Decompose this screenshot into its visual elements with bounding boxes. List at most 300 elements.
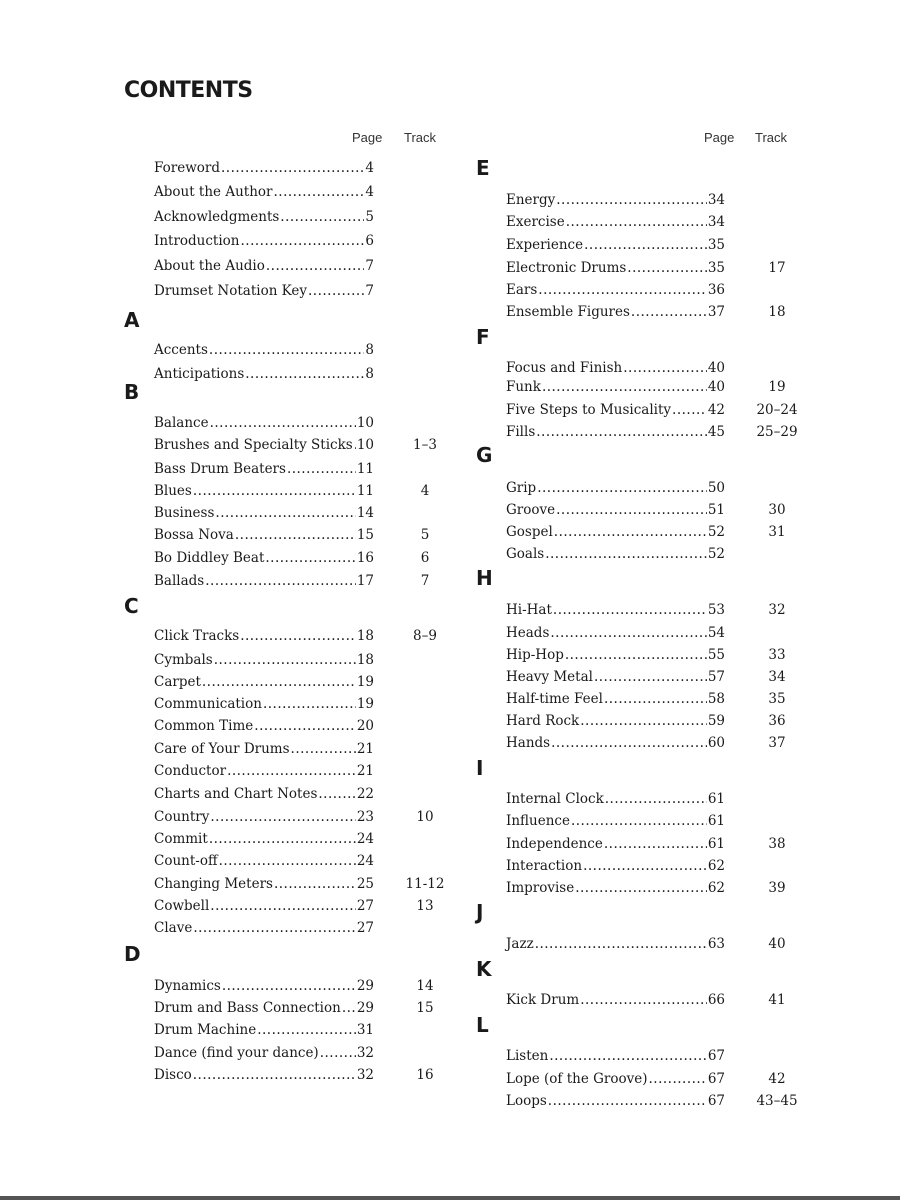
toc-entry-track: 43–45: [756, 1093, 798, 1109]
toc-entry[interactable]: [506, 500, 725, 520]
toc-entry-page: 34: [707, 214, 725, 230]
toc-entry-title: Common Time: [154, 718, 254, 734]
toc-entry-page: 60: [707, 735, 725, 751]
toc-entry[interactable]: [154, 503, 374, 523]
dot-leader: [257, 1020, 356, 1040]
toc-entry-page: 35: [707, 260, 725, 276]
toc-entry-title: About the Author: [154, 184, 273, 200]
toc-entry[interactable]: [154, 413, 374, 433]
toc-entry[interactable]: [154, 829, 374, 849]
toc-entry-page: 11: [356, 483, 374, 499]
toc-entry-track: 5: [420, 527, 430, 543]
dot-leader: [566, 212, 707, 232]
toc-entry-title: Goals: [506, 546, 545, 562]
toc-entry-page: 27: [356, 920, 374, 936]
toc-entry-title: Brushes and Specialty Sticks: [154, 437, 353, 453]
toc-entry-page: 4: [365, 184, 374, 200]
toc-entry-track: 8–9: [413, 628, 437, 644]
section-letter-l: L: [476, 1013, 489, 1037]
toc-entry-title: Care of Your Drums: [154, 741, 290, 757]
toc-entry-title: Count-off: [154, 853, 218, 869]
toc-entry-page: 19: [356, 674, 374, 690]
toc-entry[interactable]: [506, 878, 725, 898]
toc-entry-page: 20: [356, 718, 374, 734]
dot-leader: [215, 503, 355, 523]
toc-entry[interactable]: [154, 1043, 374, 1063]
toc-entry[interactable]: [154, 231, 374, 251]
toc-entry[interactable]: [154, 158, 374, 178]
toc-entry[interactable]: [154, 626, 374, 646]
toc-entry[interactable]: [154, 807, 374, 827]
section-letter-c: C: [124, 594, 139, 618]
toc-entry[interactable]: [154, 694, 374, 714]
toc-entry-page: 37: [707, 304, 725, 320]
toc-entry-title: Disco: [154, 1067, 192, 1083]
dot-leader: [241, 231, 365, 251]
dot-leader: [219, 851, 356, 871]
dot-leader: [308, 281, 364, 301]
toc-entry-title: About the Audio: [154, 258, 265, 274]
toc-entry-title: Internal Clock: [506, 791, 604, 807]
dot-leader: [554, 522, 707, 542]
section-letter-k: K: [476, 957, 492, 981]
toc-entry-page: 53: [707, 602, 725, 618]
toc-entry-page: 8: [365, 342, 374, 358]
toc-entry-title: Click Tracks: [154, 628, 240, 644]
section-letter-e: E: [476, 156, 490, 180]
toc-entry[interactable]: [154, 896, 374, 916]
toc-entry-page: 16: [356, 550, 374, 566]
toc-entry[interactable]: [154, 976, 374, 996]
toc-entry-page: 67: [707, 1071, 725, 1087]
section-letter-b: B: [124, 380, 140, 404]
toc-entry-title: Dance (find your dance): [154, 1045, 319, 1061]
section-letter-a: A: [124, 308, 140, 332]
toc-entry-track: 33: [768, 647, 786, 663]
toc-entry-title: Dynamics: [154, 978, 221, 994]
section-letter-g: G: [476, 443, 493, 467]
toc-entry[interactable]: [506, 400, 725, 420]
section-letter-j: J: [476, 900, 484, 924]
toc-entry-title: Experience: [506, 237, 584, 253]
toc-entry[interactable]: [506, 789, 725, 809]
dot-leader: [535, 934, 707, 954]
dot-leader: [580, 711, 707, 731]
toc-entry[interactable]: [506, 478, 725, 498]
toc-entry-title: Gospel: [506, 524, 553, 540]
toc-entry-title: Kick Drum: [506, 992, 580, 1008]
dot-leader: [265, 548, 355, 568]
page-bottom-border: [0, 1196, 900, 1200]
toc-entry-page: 52: [707, 524, 725, 540]
dot-leader: [287, 459, 356, 479]
dot-leader: [291, 739, 356, 759]
toc-entry-page: 35: [707, 237, 725, 253]
toc-entry[interactable]: [506, 990, 725, 1010]
toc-entry-title: Changing Meters: [154, 876, 273, 892]
toc-entry-page: 19: [356, 696, 374, 712]
section-letter-f: F: [476, 325, 490, 349]
dot-leader: [245, 364, 364, 384]
toc-entry[interactable]: [154, 761, 374, 781]
toc-entry-title: Drum and Bass Connection: [154, 1000, 341, 1016]
toc-entry-title: Bass Drum Beaters: [154, 461, 286, 477]
toc-entry[interactable]: [154, 459, 374, 479]
toc-entry[interactable]: [154, 851, 374, 871]
toc-entry-page: 24: [356, 853, 374, 869]
dot-leader: [280, 207, 364, 227]
toc-entry-title: Electronic Drums: [506, 260, 627, 276]
dot-leader: [672, 400, 707, 420]
toc-entry-page: 59: [707, 713, 725, 729]
toc-entry-title: Energy: [506, 192, 556, 208]
toc-entry-title: Blues: [154, 483, 192, 499]
toc-entry-page: 5: [365, 209, 374, 225]
dot-leader: [584, 235, 707, 255]
toc-entry-title: Clave: [154, 920, 193, 936]
dot-leader: [594, 667, 707, 687]
dot-leader: [205, 571, 356, 591]
toc-entry[interactable]: [154, 256, 374, 276]
toc-entry-page: 51: [707, 502, 725, 518]
dot-leader: [342, 998, 356, 1018]
toc-entry[interactable]: [506, 544, 725, 564]
toc-entry-page: 22: [356, 786, 374, 802]
toc-entry[interactable]: [154, 481, 374, 501]
dot-leader: [209, 340, 364, 360]
toc-entry[interactable]: [506, 258, 725, 278]
toc-entry-track: 39: [768, 880, 786, 896]
toc-entry-page: 21: [356, 741, 374, 757]
dot-leader: [571, 811, 707, 831]
section-letter-h: H: [476, 566, 493, 590]
toc-entry[interactable]: [154, 874, 374, 894]
toc-entry-page: 61: [707, 791, 725, 807]
toc-entry-track: 14: [416, 978, 434, 994]
toc-entry-track: 41: [768, 992, 786, 1008]
toc-entry[interactable]: [154, 650, 374, 670]
toc-entry[interactable]: [506, 1091, 725, 1111]
toc-entry[interactable]: [154, 1020, 374, 1040]
dot-leader: [551, 733, 707, 753]
toc-entry-page: 36: [707, 282, 725, 298]
toc-entry-page: 24: [356, 831, 374, 847]
toc-entry[interactable]: [154, 182, 374, 202]
toc-entry-page: 34: [707, 192, 725, 208]
toc-entry-track: 17: [768, 260, 786, 276]
dot-leader: [193, 481, 356, 501]
toc-entry-page: 29: [356, 1000, 374, 1016]
toc-entry-title: Cowbell: [154, 898, 210, 914]
dot-leader: [583, 856, 707, 876]
toc-entry-track: 32: [768, 602, 786, 618]
dot-leader: [210, 807, 355, 827]
dot-leader: [556, 500, 707, 520]
toc-entry-title: Heads: [506, 625, 550, 641]
left-page-header: Page: [352, 130, 383, 145]
toc-entry[interactable]: [506, 733, 725, 753]
toc-entry[interactable]: [154, 435, 374, 455]
toc-entry-title: Groove: [506, 502, 556, 518]
toc-entry-track: 19: [768, 379, 786, 395]
toc-entry[interactable]: [506, 645, 725, 665]
toc-entry-page: 67: [707, 1093, 725, 1109]
dot-leader: [549, 1046, 706, 1066]
toc-entry-page: 32: [356, 1045, 374, 1061]
toc-entry-page: 63: [707, 936, 725, 952]
toc-entry-track: 34: [768, 669, 786, 685]
toc-entry[interactable]: [506, 235, 725, 255]
toc-entry-track: 18: [768, 304, 786, 320]
toc-entry-title: Interaction: [506, 858, 583, 874]
toc-entry-page: 23: [356, 809, 374, 825]
toc-entry[interactable]: [154, 548, 374, 568]
toc-entry-title: Foreword: [154, 160, 220, 176]
dot-leader: [266, 256, 365, 276]
toc-entry-title: Exercise: [506, 214, 565, 230]
dot-leader: [553, 600, 707, 620]
toc-entry-title: Carpet: [154, 674, 201, 690]
toc-entry-track: 31: [768, 524, 786, 540]
toc-entry-page: 14: [356, 505, 374, 521]
toc-entry[interactable]: [506, 667, 725, 687]
toc-entry-title: Business: [154, 505, 215, 521]
dot-leader: [263, 694, 356, 714]
toc-entry[interactable]: [154, 739, 374, 759]
dot-leader: [214, 650, 356, 670]
toc-entry-title: Introduction: [154, 233, 240, 249]
toc-entry-page: 40: [707, 379, 725, 395]
toc-entry-title: Loops: [506, 1093, 547, 1109]
toc-entry-title: Anticipations: [154, 366, 245, 382]
toc-entry[interactable]: [506, 856, 725, 876]
toc-entry-page: 66: [707, 992, 725, 1008]
toc-entry-track: 42: [768, 1071, 786, 1087]
toc-entry-track: 16: [416, 1067, 434, 1083]
toc-entry-page: 18: [356, 628, 374, 644]
toc-entry-track: 4: [420, 483, 430, 499]
dot-leader: [538, 280, 707, 300]
toc-entry[interactable]: [154, 784, 374, 804]
toc-entry[interactable]: [506, 811, 725, 831]
toc-entry-title: Lope (of the Groove): [506, 1071, 648, 1087]
toc-entry-track: 6: [420, 550, 430, 566]
toc-entry[interactable]: [154, 716, 374, 736]
toc-entry-title: Hard Rock: [506, 713, 580, 729]
toc-entry-title: Ballads: [154, 573, 205, 589]
toc-entry-title: Balance: [154, 415, 209, 431]
toc-entry[interactable]: [506, 834, 725, 854]
toc-entry-track: 25–29: [756, 424, 798, 440]
dot-leader: [605, 789, 707, 809]
toc-entry-title: Bo Diddley Beat: [154, 550, 265, 566]
toc-entry-track: 1–3: [413, 437, 437, 453]
toc-entry-track: 40: [768, 936, 786, 952]
dot-leader: [537, 478, 707, 498]
toc-entry-track: 15: [416, 1000, 434, 1016]
dot-leader: [254, 716, 356, 736]
toc-entry-track: 10: [416, 809, 434, 825]
toc-entry-page: 25: [356, 876, 374, 892]
dot-leader: [235, 525, 356, 545]
toc-entry-track: 11-12: [405, 876, 445, 892]
dot-leader: [273, 182, 364, 202]
toc-entry[interactable]: [154, 672, 374, 692]
toc-entry-title: Funk: [506, 379, 541, 395]
toc-entry-page: 21: [356, 763, 374, 779]
toc-entry[interactable]: [154, 525, 374, 545]
toc-entry-track: 7: [420, 573, 430, 589]
toc-entry-page: 29: [356, 978, 374, 994]
dot-leader: [354, 435, 356, 455]
toc-entry-title: Grip: [506, 480, 537, 496]
toc-entry[interactable]: [506, 190, 725, 210]
toc-entry-title: Country: [154, 809, 210, 825]
toc-entry-page: 50: [707, 480, 725, 496]
toc-entry[interactable]: [506, 623, 725, 643]
toc-entry-page: 58: [707, 691, 725, 707]
toc-entry[interactable]: [154, 340, 374, 360]
toc-entry-page: 4: [365, 160, 374, 176]
toc-entry[interactable]: [154, 571, 374, 591]
left-track-header: Track: [404, 130, 437, 145]
toc-entry-page: 7: [365, 258, 374, 274]
dot-leader: [627, 258, 707, 278]
dot-leader: [604, 834, 707, 854]
dot-leader: [580, 990, 707, 1010]
toc-entry-title: Fills: [506, 424, 536, 440]
toc-entry-title: Charts and Chart Notes: [154, 786, 318, 802]
toc-entry-track: 38: [768, 836, 786, 852]
toc-entry-title: Ears: [506, 282, 538, 298]
toc-entry-page: 10: [356, 415, 374, 431]
toc-entry[interactable]: [154, 998, 374, 1018]
toc-entry-title: Ensemble Figures: [506, 304, 630, 320]
toc-entry-title: Drum Machine: [154, 1022, 257, 1038]
right-track-header: Track: [755, 130, 788, 145]
toc-entry-title: Independence: [506, 836, 603, 852]
toc-entry-page: 45: [707, 424, 725, 440]
dot-leader: [193, 1065, 356, 1085]
toc-entry-title: Influence: [506, 813, 570, 829]
toc-entry-page: 10: [356, 437, 374, 453]
toc-entry[interactable]: [154, 364, 374, 384]
dot-leader: [545, 544, 707, 564]
toc-entry[interactable]: [506, 422, 725, 442]
toc-entry-title: Bossa Nova: [154, 527, 234, 543]
toc-entry-page: 62: [707, 880, 725, 896]
toc-entry-track: 30: [768, 502, 786, 518]
toc-entry-title: Focus and Finish: [506, 360, 623, 376]
dot-leader: [320, 1043, 356, 1063]
dot-leader: [575, 878, 707, 898]
toc-entry[interactable]: [506, 377, 725, 397]
toc-entry[interactable]: [506, 212, 725, 232]
toc-entry-track: 13: [416, 898, 434, 914]
toc-entry[interactable]: [506, 1046, 725, 1066]
right-page-header: Page: [704, 130, 735, 145]
toc-entry-track: 36: [768, 713, 786, 729]
dot-leader: [240, 626, 356, 646]
toc-entry-title: Conductor: [154, 763, 227, 779]
toc-entry-page: 67: [707, 1048, 725, 1064]
dot-leader: [550, 623, 706, 643]
dot-leader: [274, 874, 356, 894]
toc-entry-title: Communication: [154, 696, 262, 712]
section-letter-d: D: [124, 942, 141, 966]
toc-entry[interactable]: [506, 358, 725, 378]
toc-entry-page: 6: [365, 233, 374, 249]
toc-entry-title: Accents: [154, 342, 208, 358]
toc-entry-title: Hip-Hop: [506, 647, 564, 663]
dot-leader: [221, 158, 364, 178]
toc-entry-page: 17: [356, 573, 374, 589]
toc-entry[interactable]: [506, 302, 725, 322]
toc-entry-title: Hands: [506, 735, 551, 751]
toc-entry-page: 40: [707, 360, 725, 376]
toc-entry-page: 32: [356, 1067, 374, 1083]
dot-leader: [210, 413, 356, 433]
toc-entry-title: Commit: [154, 831, 208, 847]
toc-entry-track: 37: [768, 735, 786, 751]
toc-entry[interactable]: [506, 934, 725, 954]
dot-leader: [210, 896, 356, 916]
toc-entry[interactable]: [506, 1069, 725, 1089]
toc-entry[interactable]: [154, 1065, 374, 1085]
toc-entry-title: Half-time Feel: [506, 691, 603, 707]
toc-entry-page: 62: [707, 858, 725, 874]
toc-entry[interactable]: [154, 918, 374, 938]
toc-entry[interactable]: [506, 711, 725, 731]
toc-entry-title: Jazz: [506, 936, 534, 952]
dot-leader: [193, 918, 356, 938]
toc-entry-page: 55: [707, 647, 725, 663]
dot-leader: [604, 689, 707, 709]
dot-leader: [631, 302, 707, 322]
toc-entry[interactable]: [506, 522, 725, 542]
toc-entry[interactable]: [154, 207, 374, 227]
toc-entry-page: 42: [707, 402, 725, 418]
toc-entry-page: 11: [356, 461, 374, 477]
toc-entry-title: Drumset Notation Key: [154, 283, 308, 299]
toc-entry-page: 61: [707, 836, 725, 852]
toc-entry-page: 54: [707, 625, 725, 641]
dot-leader: [536, 422, 707, 442]
toc-entry-title: Heavy Metal: [506, 669, 593, 685]
dot-leader: [542, 377, 707, 397]
toc-entry-title: Listen: [506, 1048, 549, 1064]
toc-entry-title: Improvise: [506, 880, 575, 896]
toc-entry[interactable]: [506, 689, 725, 709]
dot-leader: [548, 1091, 707, 1111]
toc-entry[interactable]: [506, 280, 725, 300]
toc-entry-track: 35: [768, 691, 786, 707]
dot-leader: [565, 645, 707, 665]
page-title: CONTENTS: [124, 78, 253, 103]
toc-entry-page: 18: [356, 652, 374, 668]
toc-entry-track: 20–24: [756, 402, 798, 418]
dot-leader: [648, 1069, 706, 1089]
dot-leader: [209, 829, 356, 849]
dot-leader: [623, 358, 707, 378]
toc-entry-page: 61: [707, 813, 725, 829]
toc-entry[interactable]: [154, 281, 374, 301]
toc-entry-title: Cymbals: [154, 652, 213, 668]
toc-entry-page: 31: [356, 1022, 374, 1038]
toc-entry[interactable]: [506, 600, 725, 620]
dot-leader: [556, 190, 707, 210]
toc-entry-page: 15: [356, 527, 374, 543]
